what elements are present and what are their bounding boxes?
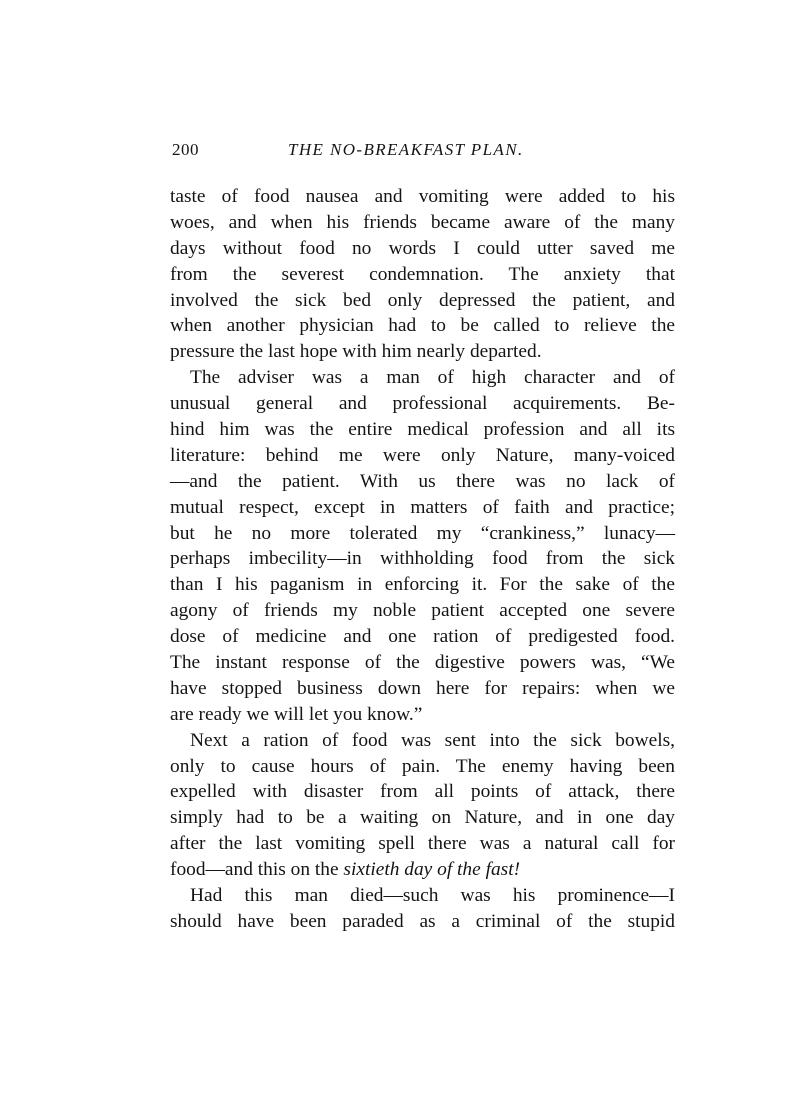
text-line: expelled with disaster from all points of attack, there — [170, 781, 675, 803]
text-line: but he no more tolerated my “crankiness,” lunacy— — [170, 522, 675, 544]
body-text — [170, 184, 675, 935]
text-line: taste of food nausea and vomiting were added to his — [170, 186, 675, 207]
text-line: involved the sick bed only depressed the patient, and — [170, 289, 675, 311]
text-line: dose of medicine and one ration of predigested food. — [170, 626, 675, 648]
text-line: have stopped business down here for repairs: when we — [170, 677, 675, 699]
running-head — [172, 140, 677, 164]
text-line: when another physician had to be called to relieve the — [170, 315, 675, 337]
text-line: pressure the last hope with him nearly departed. — [170, 341, 542, 363]
italic-emphasis: sixtieth day of the fast! — [343, 859, 521, 881]
text-segment: food—and this on the — [170, 859, 344, 881]
running-title: THE NO-BREAKFAST PLAN. — [288, 140, 524, 159]
text-line: woes, and when his friends became aware of the many — [170, 211, 675, 233]
text-line: The instant response of the digestive powers was, “We — [170, 652, 675, 674]
text-line: literature: behind me were only Nature, many-voiced — [170, 444, 675, 466]
text-line: unusual general and professional acquirements. Be- — [170, 393, 675, 415]
text-line: The adviser was a man of high character and of — [190, 367, 675, 389]
text-line: only to cause hours of pain. The enemy having been — [170, 755, 675, 777]
text-line: after the last vomiting spell there was a natural call for — [170, 833, 675, 855]
page-number: 200 — [172, 140, 199, 159]
text-line: are ready we will let you know.” — [170, 703, 423, 725]
text-line: from the severest condemnation. The anxiety that — [170, 263, 675, 285]
text-line: Next a ration of food was sent into the sick bowels, — [190, 729, 675, 751]
text-line — [170, 857, 675, 883]
text-line: agony of friends my noble patient accepted one severe — [170, 600, 675, 622]
text-line: simply had to be a waiting on Nature, and in one day — [170, 807, 675, 829]
text-line: hind him was the entire medical profession and all its — [170, 419, 675, 441]
text-line: than I his paganism in enforcing it. For the sake of the — [170, 574, 675, 596]
text-line: should have been paraded as a criminal of the stupid — [170, 910, 675, 932]
text-line: perhaps imbecility—in withholding food from the sick — [170, 548, 675, 570]
text-line: days without food no words I could utter saved me — [170, 237, 675, 259]
text-line: Had this man died—such was his prominence—I — [190, 885, 675, 907]
text-line: —and the patient. With us there was no lack of — [170, 470, 675, 492]
text-line: mutual respect, except in matters of faith and practice; — [170, 496, 675, 518]
